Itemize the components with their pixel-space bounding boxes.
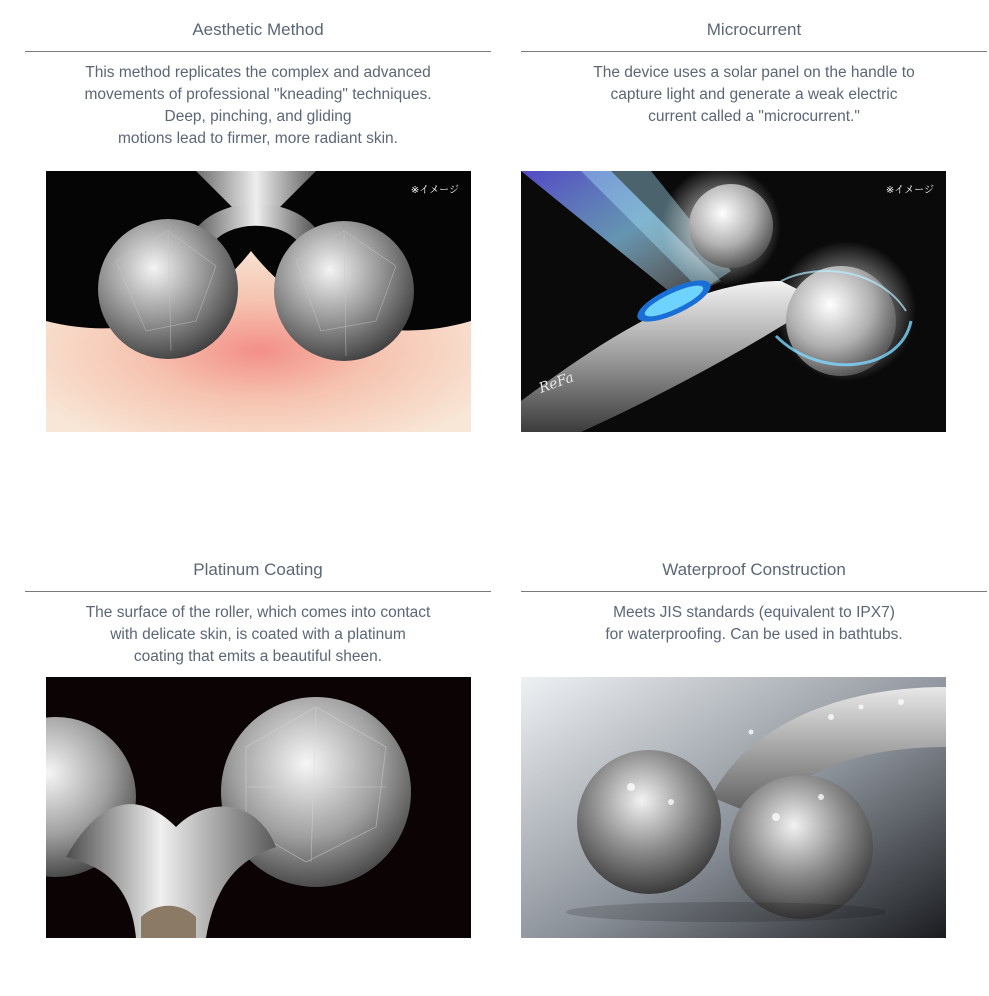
microcurrent-illustration-image [521, 171, 946, 432]
section-title: Microcurrent [521, 0, 987, 52]
section-title: Waterproof Construction [521, 540, 987, 592]
section-title: Platinum Coating [25, 540, 491, 592]
section-aesthetic-method [25, 0, 491, 196]
section-description: The device uses a solar panel on the handle to capture light and generate a weak electric current called a "microcurrent." [593, 64, 915, 125]
image-note: ※イメージ [410, 185, 459, 196]
section-platinum-coating [25, 540, 491, 668]
brand-logo: ReFa [536, 369, 577, 397]
waterproof-roller-image [521, 677, 946, 938]
section-title: Aesthetic Method [25, 0, 491, 52]
kneading-illustration-image [46, 171, 471, 432]
section-description: The surface of the roller, which comes into contact with delicate skin, is coated with a platinum coating that emits a beautiful sheen. [85, 604, 431, 665]
section-description: Meets JIS standards (equivalent to IPX7) for waterproofing. Can be used in bathtubs. [605, 604, 903, 643]
image-note: ※イメージ [885, 185, 934, 196]
section-waterproof-construction [521, 540, 987, 646]
section-description: This method replicates the complex and advanced movements of professional "kneading" techniques. Deep, pinching, and gliding motions lead to firmer, more radiant skin. [84, 64, 432, 147]
platinum-roller-image [46, 677, 471, 938]
section-microcurrent [521, 0, 987, 397]
